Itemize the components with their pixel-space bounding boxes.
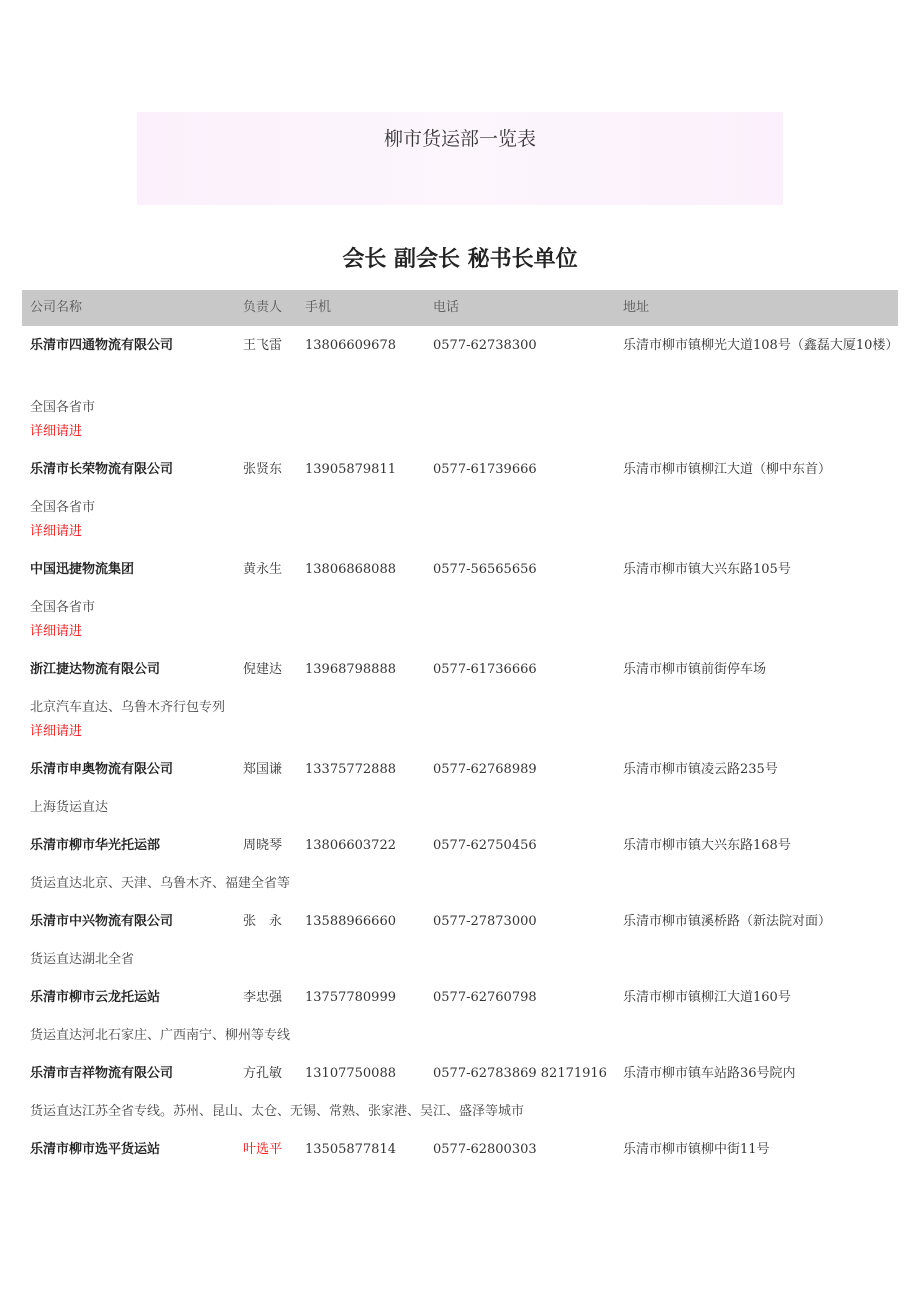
table-header	[22, 290, 898, 326]
route-description-block	[22, 948, 898, 972]
details-link[interactable]: 详细请进	[30, 624, 83, 639]
details-link[interactable]: 详细请进	[30, 724, 83, 739]
header-phone: 电话	[433, 300, 460, 315]
company-name: 乐清市吉祥物流有限公司	[30, 1066, 174, 1081]
contact-person: 张贤东	[243, 462, 283, 477]
table-row	[22, 658, 898, 682]
table-row	[22, 1062, 898, 1086]
route-description: 上海货运直达	[30, 800, 109, 815]
section-title: 会长 副会长 秘书长单位	[342, 247, 578, 272]
mobile-number: 13107750088	[305, 1066, 396, 1081]
route-description-block	[22, 596, 898, 644]
route-description: 货运直达河北石家庄、广西南宁、柳州等专线	[30, 1028, 291, 1043]
contact-person: 黄永生	[243, 562, 283, 577]
title-banner	[137, 112, 783, 205]
route-description-block	[22, 872, 898, 896]
company-name: 中国迅捷物流集团	[30, 562, 135, 577]
table-row	[22, 458, 898, 482]
phone-number: 0577-62783869 82171916	[433, 1066, 607, 1081]
address: 乐清市柳市镇大兴东路105号	[623, 562, 791, 577]
contact-person: 方孔敏	[243, 1066, 283, 1081]
table-row	[22, 834, 898, 858]
phone-number: 0577-62738300	[433, 338, 537, 353]
route-description-block	[22, 396, 898, 444]
address: 乐清市柳市镇凌云路235号	[623, 762, 778, 777]
details-link[interactable]: 详细请进	[30, 424, 83, 439]
route-description: 全国各省市	[30, 400, 96, 415]
company-name: 乐清市柳市选平货运站	[30, 1142, 161, 1157]
phone-number: 0577-62760798	[433, 990, 537, 1005]
address: 乐清市柳市镇柳中街11号	[623, 1142, 770, 1157]
phone-number: 0577-61739666	[433, 462, 537, 477]
route-description: 全国各省市	[30, 600, 96, 615]
address: 乐清市柳市镇车站路36号院内	[623, 1066, 796, 1081]
banner-title: 柳市货运部一览表	[383, 128, 536, 150]
table-row	[22, 1138, 898, 1162]
details-link[interactable]: 详细请进	[30, 524, 83, 539]
route-description: 货运直达湖北全省	[30, 952, 135, 967]
table-body	[22, 334, 898, 1162]
address: 乐清市柳市镇柳江大道160号	[623, 990, 791, 1005]
mobile-number: 13757780999	[305, 990, 396, 1005]
address: 乐清市柳市镇前街停车场	[623, 662, 767, 677]
contact-person: 郑国谦	[243, 762, 283, 777]
header-address: 地址	[623, 300, 650, 315]
mobile-number: 13806868088	[305, 562, 396, 577]
contact-person: 周晓琴	[243, 838, 283, 853]
company-table	[22, 290, 898, 1176]
address: 乐清市柳市镇柳江大道（柳中东首）	[623, 462, 832, 477]
phone-number: 0577-62768989	[433, 762, 537, 777]
phone-number: 0577-61736666	[433, 662, 537, 677]
route-description: 全国各省市	[30, 500, 96, 515]
company-name: 浙江捷达物流有限公司	[30, 662, 161, 677]
route-description: 货运直达江苏全省专线。苏州、昆山、太仓、无锡、常熟、张家港、吴江、盛泽等城市	[30, 1104, 525, 1119]
phone-number: 0577-56565656	[433, 562, 537, 577]
phone-number: 0577-27873000	[433, 914, 537, 929]
header-company: 公司名称	[30, 300, 83, 315]
phone-number: 0577-62800303	[433, 1142, 537, 1157]
route-description-block	[22, 796, 898, 820]
route-description: 货运直达北京、天津、乌鲁木齐、福建全省等	[30, 876, 291, 891]
company-name: 乐清市四通物流有限公司	[30, 338, 174, 353]
company-name: 乐清市柳市云龙托运站	[30, 990, 161, 1005]
route-description-block	[22, 1024, 898, 1048]
table-row	[22, 910, 898, 934]
mobile-number: 13505877814	[305, 1142, 396, 1157]
contact-person: 叶选平	[243, 1142, 283, 1157]
mobile-number: 13806603722	[305, 838, 396, 853]
header-mobile: 手机	[305, 300, 332, 315]
mobile-number: 13968798888	[305, 662, 396, 677]
company-name: 乐清市申奥物流有限公司	[30, 762, 174, 777]
contact-person: 李忠强	[243, 990, 283, 1005]
company-name: 乐清市长荣物流有限公司	[30, 462, 174, 477]
mobile-number: 13588966660	[305, 914, 396, 929]
contact-person: 倪建达	[243, 662, 283, 677]
company-name: 乐清市柳市华光托运部	[30, 838, 161, 853]
route-description-block	[22, 496, 898, 544]
table-row	[22, 986, 898, 1010]
address: 乐清市柳市镇大兴东路168号	[623, 838, 791, 853]
header-person: 负责人	[243, 300, 283, 315]
table-row	[22, 758, 898, 782]
route-description-block	[22, 696, 898, 744]
contact-person: 王飞雷	[243, 338, 283, 353]
table-row	[22, 334, 898, 382]
phone-number: 0577-62750456	[433, 838, 537, 853]
mobile-number: 13905879811	[305, 462, 396, 477]
mobile-number: 13375772888	[305, 762, 396, 777]
route-description-block	[22, 1100, 898, 1124]
company-name: 乐清市中兴物流有限公司	[30, 914, 174, 929]
mobile-number: 13806609678	[305, 338, 396, 353]
table-row	[22, 558, 898, 582]
address: 乐清市柳市镇柳光大道108号（鑫磊大厦10楼）	[623, 338, 899, 353]
address: 乐清市柳市镇溪桥路（新法院对面）	[623, 914, 832, 929]
contact-person: 张 永	[243, 914, 283, 929]
route-description: 北京汽车直达、乌鲁木齐行包专列	[30, 700, 226, 715]
